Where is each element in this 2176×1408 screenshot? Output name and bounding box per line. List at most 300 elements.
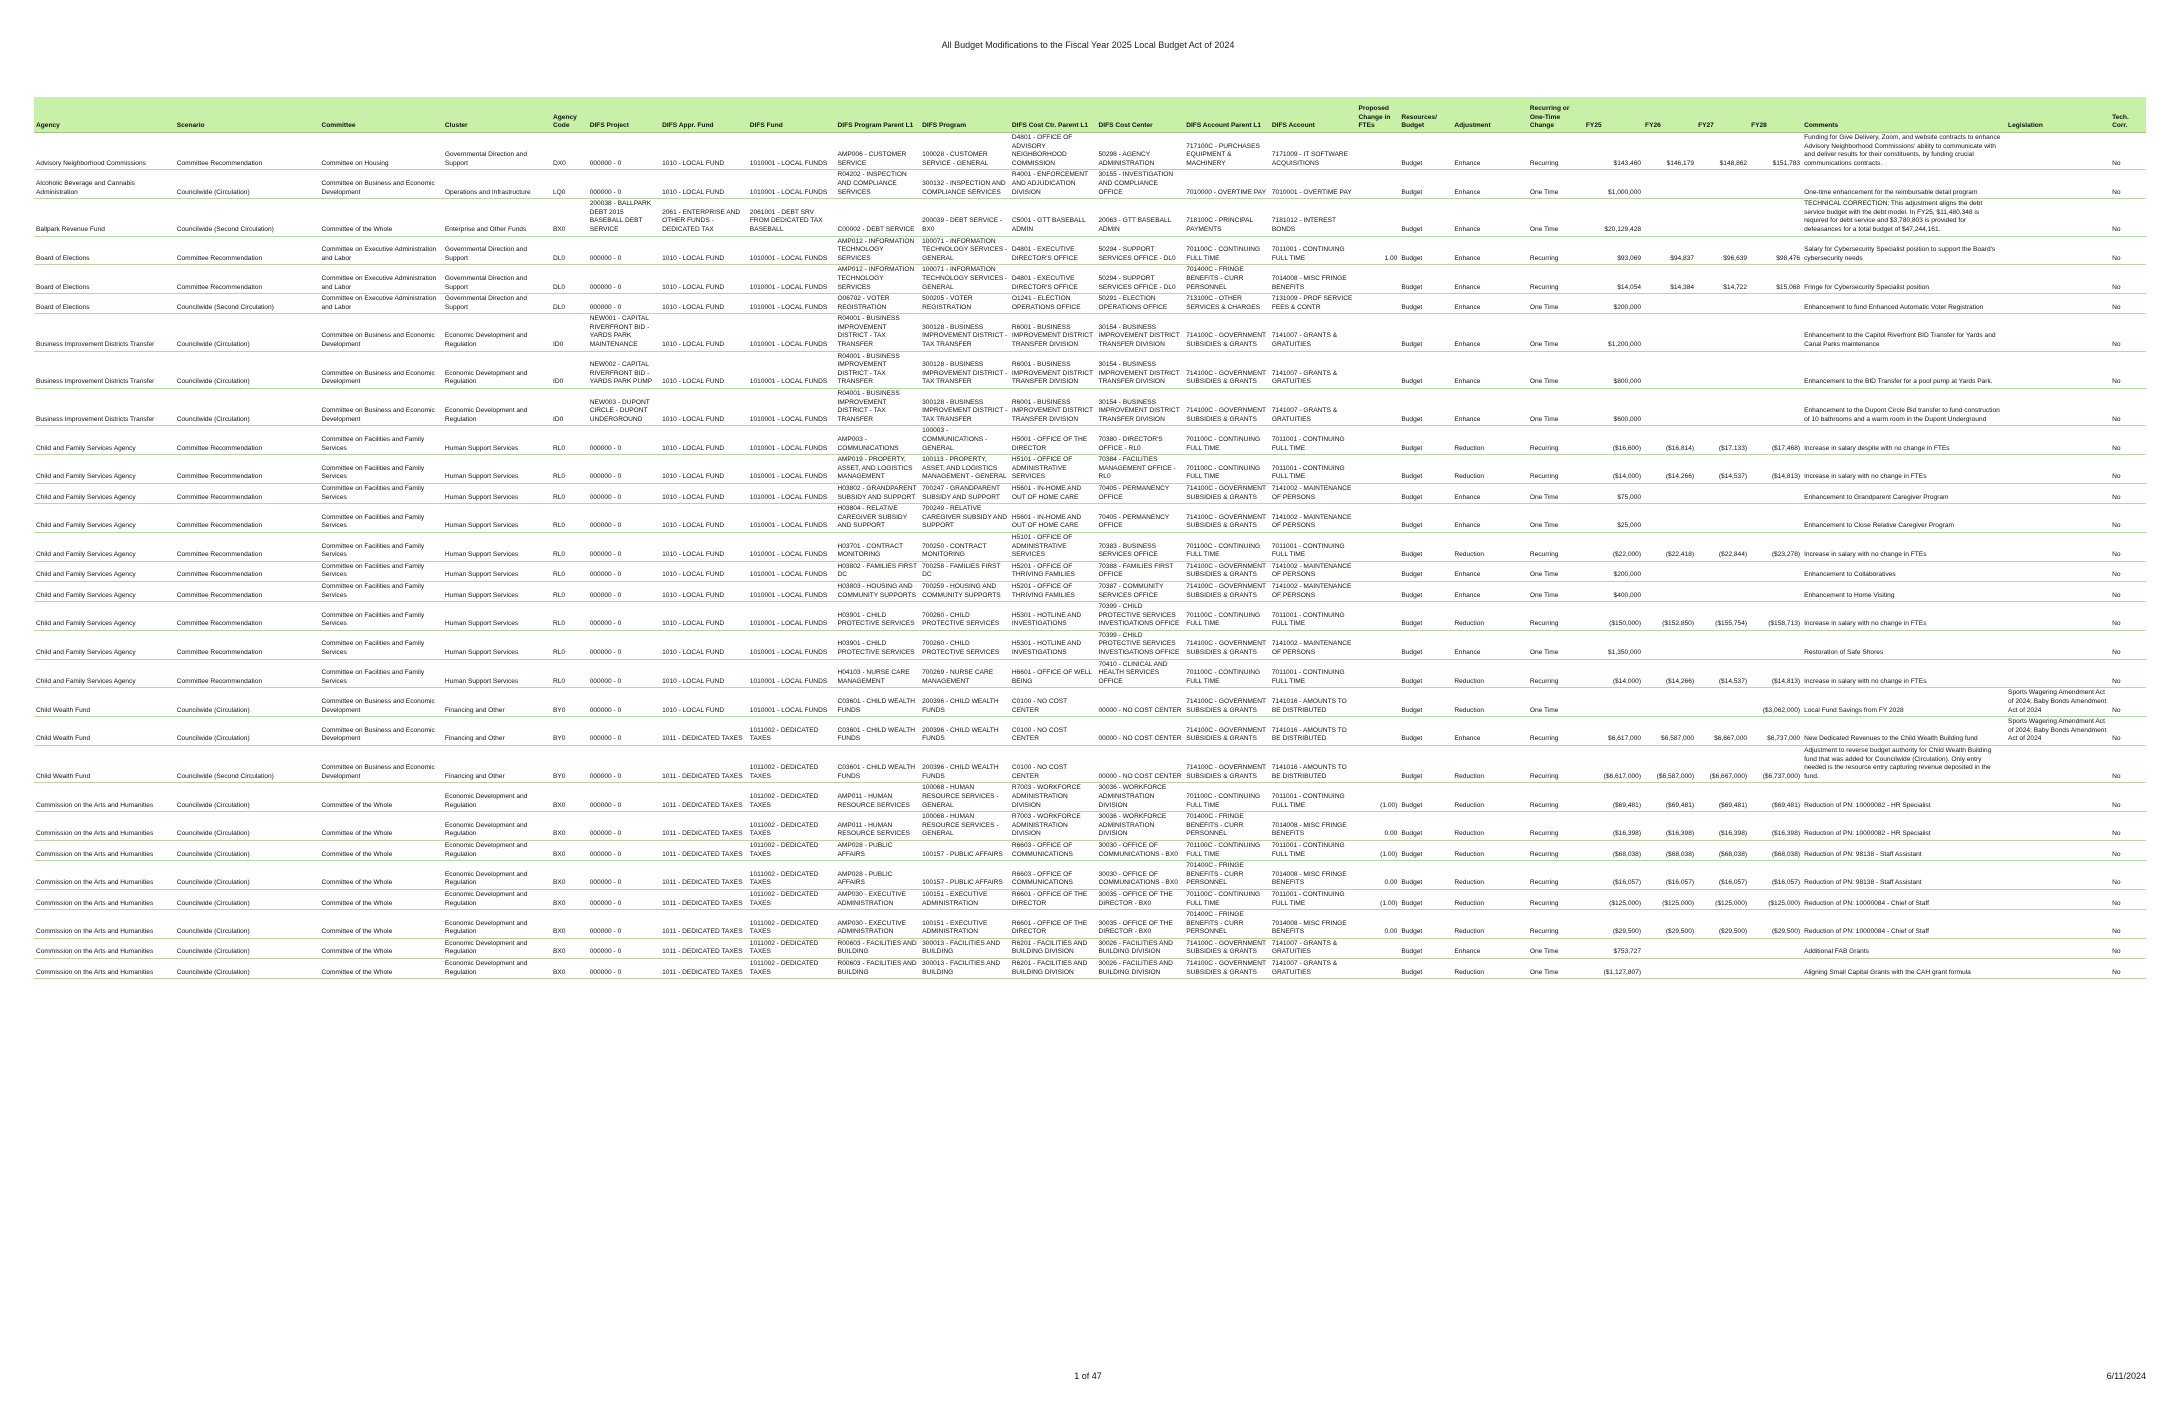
table-cell: 000000 - 0 [588, 783, 660, 812]
table-cell: No [2110, 812, 2146, 841]
table-cell [1357, 133, 1400, 170]
table-cell: Enhance [1452, 938, 1527, 958]
table-cell [2006, 455, 2110, 484]
table-cell: 00000 - NO COST CENTER [1097, 688, 1185, 717]
table-cell: No [2110, 294, 2146, 314]
table-cell: R6001 - BUSINESS IMPROVEMENT DISTRICT TRANSFER DIVISION [1010, 389, 1097, 426]
table-cell: No [2110, 783, 2146, 812]
table-cell: $143,460 [1584, 133, 1643, 170]
table-cell: Committee Recommendation [175, 630, 320, 659]
table-cell: RL0 [551, 426, 588, 455]
table-cell: Budget [1399, 483, 1452, 503]
column-header: DIFS Program [920, 97, 1010, 133]
table-cell: $25,000 [1584, 504, 1643, 533]
table-cell: 30035 - OFFICE OF THE DIRECTOR - BX0 [1097, 889, 1185, 909]
table-cell: Aligning Small Capital Grants with the CAH grant formula [1802, 959, 2006, 979]
table-cell: 30154 - BUSINESS IMPROVEMENT DISTRICT TRANSFER DIVISION [1097, 389, 1185, 426]
table-cell [1696, 561, 1749, 581]
table-cell: ($125,000) [1749, 889, 1802, 909]
table-cell: C0100 - NO COST CENTER [1010, 688, 1097, 717]
table-cell: One Time [1528, 688, 1584, 717]
table-cell: 100071 - INFORMATION TECHNOLOGY SERVICES - GENERAL [920, 265, 1010, 294]
column-header: DIFS Appr. Fund [660, 97, 748, 133]
table-cell: No [2110, 389, 2146, 426]
table-cell: Recurring [1528, 133, 1584, 170]
table-cell: 100068 - HUMAN RESOURCE SERVICES - GENERAL [920, 783, 1010, 812]
table-cell: Committee Recommendation [175, 659, 320, 688]
table-cell: C03601 - CHILD WEALTH FUNDS [835, 717, 920, 746]
table-cell: 70405 - PERMANENCY OFFICE [1097, 483, 1185, 503]
table-cell [1357, 389, 1400, 426]
table-cell: ($22,000) [1584, 532, 1643, 561]
table-cell: ($125,000) [1696, 889, 1749, 909]
table-cell: Economic Development and Regulation [443, 889, 551, 909]
table-cell: Enhance [1452, 199, 1527, 236]
table-cell: ($16,057) [1749, 861, 1802, 890]
column-header: FY27 [1696, 97, 1749, 133]
table-cell: R6001 - BUSINESS IMPROVEMENT DISTRICT TRANSFER DIVISION [1010, 351, 1097, 388]
table-cell: 000000 - 0 [588, 504, 660, 533]
table-cell: 1010001 - LOCAL FUNDS [748, 688, 836, 717]
table-cell: BY0 [551, 688, 588, 717]
table-cell: 70384 - FACILITIES MANAGEMENT OFFICE - RL0 [1097, 455, 1185, 484]
table-cell: Enhance [1452, 170, 1527, 199]
column-header: FY26 [1643, 97, 1696, 133]
table-cell: 1011 - DEDICATED TAXES [660, 812, 748, 841]
table-cell: Reduction of PN: 10000082 - HR Specialist [1802, 812, 2006, 841]
table-cell [1643, 561, 1696, 581]
table-cell: 100151 - EXECUTIVE ADMINISTRATION [920, 910, 1010, 939]
table-cell: Councilwide (Circulation) [175, 717, 320, 746]
table-cell: Commission on the Arts and Humanities [34, 861, 175, 890]
table-cell: 701100C - CONTINUING FULL TIME [1184, 426, 1270, 455]
table-cell: NEW001 - CAPITAL RIVERFRONT BID - YARDS PARK MAINTENANCE [588, 314, 660, 351]
table-cell: Fringe for Cybersecurity Specialist position [1802, 265, 2006, 294]
table-cell: 7011001 - CONTINUING FULL TIME [1270, 532, 1357, 561]
table-cell: Commission on the Arts and Humanities [34, 959, 175, 979]
table-cell: ($16,398) [1584, 812, 1643, 841]
table-cell: Enhancement to the BID Transfer for a pool pump at Yards Park. [1802, 351, 2006, 388]
table-cell: Economic Development and Regulation [443, 351, 551, 388]
table-cell: 7010000 - OVERTIME PAY [1184, 170, 1270, 199]
table-cell: Recurring [1528, 602, 1584, 631]
table-cell: Committee on Business and Economic Development [320, 314, 443, 351]
table-cell: Economic Development and Regulation [443, 812, 551, 841]
table-cell: Councilwide (Second Circulation) [175, 746, 320, 783]
table-cell: 714100C - GOVERNMENT SUBSIDIES & GRANTS [1184, 561, 1270, 581]
table-cell: $200,000 [1584, 294, 1643, 314]
table-cell: Recurring [1528, 910, 1584, 939]
table-cell: Reduction of PN: 98138 - Staff Assistant [1802, 861, 2006, 890]
table-cell: 7011001 - CONTINUING FULL TIME [1270, 783, 1357, 812]
table-cell: Committee Recommendation [175, 581, 320, 601]
table-cell: 20063 - GTT BASEBALL ADMIN [1097, 199, 1185, 236]
table-cell: 7011001 - CONTINUING FULL TIME [1270, 236, 1357, 265]
table-row [34, 561, 2146, 581]
table-cell: 701100C - CONTINUING FULL TIME [1184, 659, 1270, 688]
table-row [34, 294, 2146, 314]
table-cell: Budget [1399, 236, 1452, 265]
table-cell: 100151 - EXECUTIVE ADMINISTRATION [920, 889, 1010, 909]
table-cell: 7141007 - GRANTS & GRATUITIES [1270, 389, 1357, 426]
table-cell: Enhancement to Close Relative Caregiver Program [1802, 504, 2006, 533]
table-cell: Reduction [1452, 812, 1527, 841]
table-cell: Reduction of PN: 10000082 - HR Specialist [1802, 783, 2006, 812]
table-cell: R00603 - FACILITIES AND BUILDING [835, 938, 920, 958]
table-cell: 1011002 - DEDICATED TAXES [748, 959, 836, 979]
table-cell: Child and Family Services Agency [34, 483, 175, 503]
table-cell: Councilwide (Circulation) [175, 959, 320, 979]
table-cell [1643, 483, 1696, 503]
table-cell: One Time [1528, 170, 1584, 199]
table-cell [1749, 581, 1802, 601]
table-cell: RL0 [551, 504, 588, 533]
table-cell: 000000 - 0 [588, 812, 660, 841]
table-cell: Governmental Direction and Support [443, 294, 551, 314]
table-cell: 000000 - 0 [588, 630, 660, 659]
table-cell: H5101 - OFFICE OF ADMINISTRATIVE SERVICES [1010, 532, 1097, 561]
table-cell: Human Support Services [443, 532, 551, 561]
table-cell: ($23,278) [1749, 532, 1802, 561]
table-cell: 714100C - GOVERNMENT SUBSIDIES & GRANTS [1184, 630, 1270, 659]
table-cell [1749, 389, 1802, 426]
table-cell: Child and Family Services Agency [34, 561, 175, 581]
table-cell: 1011 - DEDICATED TAXES [660, 889, 748, 909]
table-cell: Recurring [1528, 532, 1584, 561]
table-cell: Reduction [1452, 746, 1527, 783]
table-cell [1357, 170, 1400, 199]
table-cell [1357, 532, 1400, 561]
table-cell: 1010 - LOCAL FUND [660, 389, 748, 426]
table-cell [2006, 910, 2110, 939]
table-cell [2006, 504, 2110, 533]
table-cell: 000000 - 0 [588, 910, 660, 939]
table-cell: Committee of the Whole [320, 840, 443, 860]
table-cell: ($6,587,000) [1643, 746, 1696, 783]
table-cell: ($16,600) [1584, 426, 1643, 455]
table-cell [2006, 630, 2110, 659]
table-cell: Budget [1399, 265, 1452, 294]
table-cell: $146,179 [1643, 133, 1696, 170]
table-cell: 1010001 - LOCAL FUNDS [748, 630, 836, 659]
table-cell: H5201 - OFFICE OF THRIVING FAMILIES [1010, 561, 1097, 581]
table-row [34, 746, 2146, 783]
table-row [34, 532, 2146, 561]
table-cell: Budget [1399, 426, 1452, 455]
table-cell [2006, 532, 2110, 561]
table-cell: 7011001 - CONTINUING FULL TIME [1270, 889, 1357, 909]
table-cell: 1.00 [1357, 236, 1400, 265]
table-row [34, 938, 2146, 958]
table-cell: NEW003 - DUPONT CIRCLE - DUPONT UNDERGROUND [588, 389, 660, 426]
table-cell: ($22,418) [1643, 532, 1696, 561]
table-cell: AMP003 - COMMUNICATIONS [835, 426, 920, 455]
table-cell: AMP012 - INFORMATION TECHNOLOGY SERVICES [835, 236, 920, 265]
table-cell: $200,000 [1584, 561, 1643, 581]
table-row [34, 688, 2146, 717]
table-cell: 7141002 - MAINTENANCE OF PERSONS [1270, 630, 1357, 659]
table-cell: 1011002 - DEDICATED TAXES [748, 910, 836, 939]
table-cell [1357, 314, 1400, 351]
table-cell: 1010001 - LOCAL FUNDS [748, 133, 836, 170]
table-cell: No [2110, 236, 2146, 265]
table-cell: Board of Elections [34, 236, 175, 265]
table-cell: Economic Development and Regulation [443, 389, 551, 426]
table-cell: Budget [1399, 840, 1452, 860]
table-cell: H5601 - IN-HOME AND OUT OF HOME CARE [1010, 483, 1097, 503]
table-cell: Committee on Business and Economic Development [320, 746, 443, 783]
table-cell [2006, 170, 2110, 199]
table-cell [1749, 959, 1802, 979]
table-cell: Human Support Services [443, 483, 551, 503]
table-cell: 000000 - 0 [588, 532, 660, 561]
table-cell: $94,837 [1643, 236, 1696, 265]
table-cell [1357, 746, 1400, 783]
table-cell: 1011002 - DEDICATED TAXES [748, 938, 836, 958]
table-cell: 1010 - LOCAL FUND [660, 659, 748, 688]
table-cell: 714100C - GOVERNMENT SUBSIDIES & GRANTS [1184, 938, 1270, 958]
table-cell: Committee Recommendation [175, 426, 320, 455]
table-cell [1696, 389, 1749, 426]
table-cell: No [2110, 717, 2146, 746]
table-cell: Advisory Neighborhood Commissions [34, 133, 175, 170]
table-cell [2006, 561, 2110, 581]
table-cell: DL0 [551, 236, 588, 265]
table-cell: Recurring [1528, 746, 1584, 783]
page-number: 1 of 47 [1074, 1371, 1102, 1381]
table-cell [1749, 351, 1802, 388]
table-row [34, 861, 2146, 890]
table-cell: Increase in salary with no change in FTEs [1802, 455, 2006, 484]
table-cell: 701100C - CONTINUING FULL TIME [1184, 889, 1270, 909]
table-cell: Sports Wagering Amendment Act of 2024; Baby Bonds Amendment Act of 2024 [2006, 717, 2110, 746]
table-cell: H5101 - OFFICE OF ADMINISTRATIVE SERVICES [1010, 455, 1097, 484]
table-cell: 200038 - BALLPARK DEBT 2015 BASEBALL DEBT SERVICE [588, 199, 660, 236]
table-cell: Recurring [1528, 659, 1584, 688]
table-cell: Budget [1399, 504, 1452, 533]
table-cell: Child and Family Services Agency [34, 532, 175, 561]
table-cell: 1010001 - LOCAL FUNDS [748, 483, 836, 503]
table-cell: No [2110, 170, 2146, 199]
table-cell: New Dedicated Revenues to the Child Wealth Building fund [1802, 717, 2006, 746]
table-cell: $148,862 [1696, 133, 1749, 170]
table-cell [1643, 170, 1696, 199]
table-cell: Board of Elections [34, 265, 175, 294]
table-cell: 7011001 - CONTINUING FULL TIME [1270, 840, 1357, 860]
table-cell: DL0 [551, 265, 588, 294]
column-header: Recurring or One-Time Change [1528, 97, 1584, 133]
table-cell [2006, 294, 2110, 314]
table-cell: Committee on Facilities and Family Services [320, 504, 443, 533]
table-cell: 30036 - WORKFORCE ADMINISTRATION DIVISION [1097, 783, 1185, 812]
column-header: DIFS Cost Ctr. Parent L1 [1010, 97, 1097, 133]
table-cell: Human Support Services [443, 561, 551, 581]
table-cell: ($68,038) [1643, 840, 1696, 860]
table-cell: 000000 - 0 [588, 959, 660, 979]
column-header: Tech. Corr. [2110, 97, 2146, 133]
table-cell: ($16,057) [1584, 861, 1643, 890]
table-cell: 000000 - 0 [588, 840, 660, 860]
table-cell: One Time [1528, 561, 1584, 581]
table-cell: (1.00) [1357, 840, 1400, 860]
table-cell: R04001 - BUSINESS IMPROVEMENT DISTRICT - TAX TRANSFER [835, 314, 920, 351]
table-cell: H03804 - RELATIVE CAREGIVER SUBSIDY AND SUPPORT [835, 504, 920, 533]
table-cell: ($16,398) [1696, 812, 1749, 841]
table-cell: C0100 - NO COST CENTER [1010, 717, 1097, 746]
table-cell: Committee Recommendation [175, 265, 320, 294]
table-cell: 100157 - PUBLIC AFFAIRS [920, 840, 1010, 860]
table-cell: R6201 - FACILITIES AND BUILDING DIVISION [1010, 959, 1097, 979]
column-header: Agency [34, 97, 175, 133]
table-cell: Budget [1399, 889, 1452, 909]
table-cell: Reduction [1452, 861, 1527, 890]
table-cell: Committee on Executive Administration and Labor [320, 236, 443, 265]
table-cell: 700260 - CHILD PROTECTIVE SERVICES [920, 630, 1010, 659]
table-cell: 7010001 - OVERTIME PAY [1270, 170, 1357, 199]
table-cell [1643, 959, 1696, 979]
table-cell [1643, 199, 1696, 236]
table-cell [1643, 504, 1696, 533]
table-cell [1749, 483, 1802, 503]
table-cell [1357, 455, 1400, 484]
table-cell: ($69,481) [1696, 783, 1749, 812]
table-cell: ($16,398) [1643, 812, 1696, 841]
table-cell [2006, 812, 2110, 841]
table-cell: $20,129,428 [1584, 199, 1643, 236]
table-cell: No [2110, 133, 2146, 170]
table-cell: Budget [1399, 199, 1452, 236]
table-cell [1749, 630, 1802, 659]
table-row [34, 581, 2146, 601]
table-cell: No [2110, 602, 2146, 631]
table-cell [1357, 630, 1400, 659]
table-cell: RL0 [551, 483, 588, 503]
table-cell: ($16,398) [1749, 812, 1802, 841]
table-cell: 7141016 - AMOUNTS TO BE DISTRIBUTED [1270, 688, 1357, 717]
table-cell: 200396 - CHILD WEALTH FUNDS [920, 717, 1010, 746]
table-cell: Budget [1399, 861, 1452, 890]
table-cell: TECHNICAL CORRECTION: This adjustment aligns the debt service budget with the debt model. In FY25, $11,480,348 is required for debt service and $3,780,803 is provided for defeasances for a total budget of $47,244,161. [1802, 199, 2006, 236]
table-cell: ($69,481) [1584, 783, 1643, 812]
table-cell [2006, 659, 2110, 688]
table-cell: 714100C - GOVERNMENT SUBSIDIES & GRANTS [1184, 688, 1270, 717]
table-cell: 000000 - 0 [588, 659, 660, 688]
table-cell: Committee on Executive Administration and Labor [320, 294, 443, 314]
table-cell: Committee on Housing [320, 133, 443, 170]
table-cell: D4801 - EXECUTIVE DIRECTOR'S OFFICE [1010, 236, 1097, 265]
table-cell: 30154 - BUSINESS IMPROVEMENT DISTRICT TRANSFER DIVISION [1097, 351, 1185, 388]
table-cell: No [2110, 455, 2146, 484]
table-cell: R7003 - WORKFORCE ADMINISTRATION DIVISION [1010, 812, 1097, 841]
table-cell: $93,069 [1584, 236, 1643, 265]
table-cell: $600,000 [1584, 389, 1643, 426]
table-cell: $98,476 [1749, 236, 1802, 265]
table-cell: 1011 - DEDICATED TAXES [660, 783, 748, 812]
table-cell: 1010 - LOCAL FUND [660, 426, 748, 455]
table-cell: ($14,537) [1696, 659, 1749, 688]
page-title: All Budget Modifications to the Fiscal Year 2025 Local Budget Act of 2024 [941, 40, 1235, 50]
table-cell [1357, 561, 1400, 581]
table-cell: Budget [1399, 561, 1452, 581]
table-cell: 718100C - PRINCIPAL PAYMENTS [1184, 199, 1270, 236]
table-cell: 1010001 - LOCAL FUNDS [748, 389, 836, 426]
table-cell: 1010 - LOCAL FUND [660, 351, 748, 388]
table-cell: Enhance [1452, 630, 1527, 659]
table-cell: 700247 - GRANDPARENT SUBSIDY AND SUPPORT [920, 483, 1010, 503]
table-cell: C03601 - CHILD WEALTH FUNDS [835, 688, 920, 717]
table-cell: 70399 - CHILD PROTECTIVE SERVICES INVESTIGATIONS OFFICE [1097, 630, 1185, 659]
table-cell: Recurring [1528, 889, 1584, 909]
budget-sheet [34, 97, 2146, 979]
table-cell: Child and Family Services Agency [34, 455, 175, 484]
table-cell: 30030 - OFFICE OF COMMUNICATIONS - BX0 [1097, 861, 1185, 890]
table-cell: No [2110, 504, 2146, 533]
table-cell: 1010001 - LOCAL FUNDS [748, 294, 836, 314]
table-cell: Enhancement to Home Visiting [1802, 581, 2006, 601]
table-cell: No [2110, 840, 2146, 860]
table-cell: 1011002 - DEDICATED TAXES [748, 812, 836, 841]
table-cell: 7171009 - IT SOFTWARE ACQUISITIONS [1270, 133, 1357, 170]
table-cell: O1241 - ELECTION OPERATIONS OFFICE [1010, 294, 1097, 314]
table-cell: 30026 - FACILITIES AND BUILDING DIVISION [1097, 959, 1185, 979]
table-cell: 7141002 - MAINTENANCE OF PERSONS [1270, 483, 1357, 503]
table-cell: Governmental Direction and Support [443, 236, 551, 265]
table-cell: Financing and Other [443, 688, 551, 717]
table-cell: Business Improvement Districts Transfer [34, 389, 175, 426]
table-cell: 000000 - 0 [588, 455, 660, 484]
table-cell: 1011002 - DEDICATED TAXES [748, 861, 836, 890]
table-cell: ID0 [551, 351, 588, 388]
table-cell: ($68,038) [1584, 840, 1643, 860]
table-cell: R6601 - OFFICE OF THE DIRECTOR [1010, 889, 1097, 909]
table-cell: ($29,500) [1584, 910, 1643, 939]
table-cell: R04001 - BUSINESS IMPROVEMENT DISTRICT - TAX TRANSFER [835, 351, 920, 388]
table-cell: H5601 - IN-HOME AND OUT OF HOME CARE [1010, 504, 1097, 533]
table-cell: ($16,814) [1643, 426, 1696, 455]
table-row [34, 959, 2146, 979]
table-cell: $6,737,000 [1749, 717, 1802, 746]
table-cell: Economic Development and Regulation [443, 959, 551, 979]
table-cell: $14,722 [1696, 265, 1749, 294]
table-cell: $75,000 [1584, 483, 1643, 503]
table-cell: $96,639 [1696, 236, 1749, 265]
table-cell: No [2110, 314, 2146, 351]
table-cell: H03802 - GRANDPARENT SUBSIDY AND SUPPORT [835, 483, 920, 503]
table-cell: One Time [1528, 959, 1584, 979]
table-cell: ($14,000) [1584, 455, 1643, 484]
table-cell: O06702 - VOTER REGISTRATION [835, 294, 920, 314]
table-row [34, 812, 2146, 841]
table-cell: Reduction [1452, 426, 1527, 455]
table-cell: H03701 - CONTRACT MONITORING [835, 532, 920, 561]
header-row [34, 97, 2146, 133]
table-cell: Budget [1399, 746, 1452, 783]
table-cell: Sports Wagering Amendment Act of 2024; Baby Bonds Amendment Act of 2024 [2006, 688, 2110, 717]
table-cell: 1010001 - LOCAL FUNDS [748, 581, 836, 601]
table-cell: AMP011 - HUMAN RESOURCE SERVICES [835, 783, 920, 812]
table-cell: Human Support Services [443, 426, 551, 455]
table-cell: R6603 - OFFICE OF COMMUNICATIONS [1010, 840, 1097, 860]
table-cell: 700249 - RELATIVE CAREGIVER SUBSIDY AND SUPPORT [920, 504, 1010, 533]
table-cell: (1.00) [1357, 889, 1400, 909]
table-cell: Governmental Direction and Support [443, 265, 551, 294]
table-cell: Commission on the Arts and Humanities [34, 783, 175, 812]
table-cell: R00603 - FACILITIES AND BUILDING [835, 959, 920, 979]
table-cell: No [2110, 910, 2146, 939]
table-cell [2006, 389, 2110, 426]
table-cell: 713100C - OTHER SERVICES & CHARGES [1184, 294, 1270, 314]
table-cell [1696, 504, 1749, 533]
